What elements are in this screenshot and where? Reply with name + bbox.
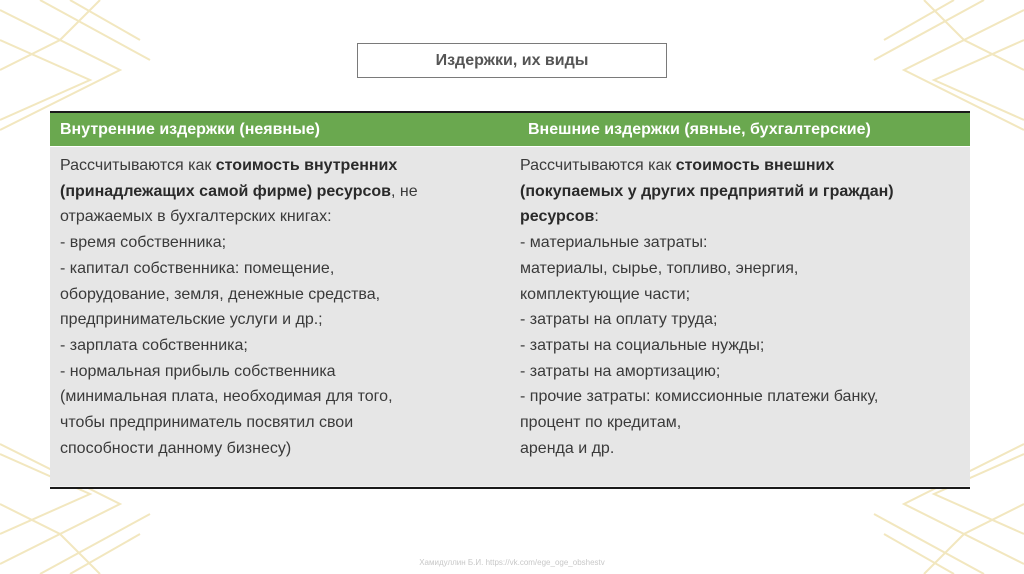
list-item: - нормальная прибыль собственника xyxy=(60,362,336,380)
text: : xyxy=(594,208,599,226)
text: , не xyxy=(390,182,418,200)
bold-text: (принадлежащих самой фирме) ресурсов xyxy=(60,182,391,200)
bold-text: стоимость внешних xyxy=(675,157,835,174)
list-item: - затраты на амортизацию; xyxy=(520,362,721,380)
list-item: - время собственника; xyxy=(60,234,227,252)
costs-table xyxy=(50,111,970,489)
header-internal-costs: Внутренние издержки (неявные) xyxy=(60,120,320,138)
footer-credit: Хамидуллин Б.И. https://vk.com/ege_oge_obshestv xyxy=(419,558,605,567)
list-item: - прочие затраты: комиссионные платежи банку, xyxy=(520,388,879,406)
text-line: предпринимательские услуги и др.; xyxy=(60,311,323,329)
list-item: - зарплата собственника; xyxy=(60,336,248,354)
text-line: способности данному бизнесу) xyxy=(60,439,292,457)
text-line: отражаемых в бухгалтерских книгах: xyxy=(60,208,332,226)
bold-text: стоимость внутренних xyxy=(215,157,398,174)
text-line: материалы, сырье, топливо, энергия, xyxy=(520,259,799,277)
text-line: чтобы предприниматель посвятил свои xyxy=(60,414,354,432)
text-line: процент по кредитам, xyxy=(520,414,682,432)
table-body-row xyxy=(50,147,970,486)
bold-text: ресурсов xyxy=(520,208,595,226)
text-line: аренда и др. xyxy=(520,439,615,457)
page-title: Издержки, их виды xyxy=(357,43,667,78)
text-line: (минимальная плата, необходимая для того, xyxy=(60,388,393,406)
list-item: - затраты на социальные нужды; xyxy=(520,336,765,354)
bold-text: (покупаемых у других предприятий и граждан) xyxy=(520,182,894,200)
list-item: - материальные затраты: xyxy=(520,234,708,252)
text-line: оборудование, земля, денежные средства, xyxy=(60,285,381,303)
internal-costs-cell xyxy=(50,147,512,486)
text: Рассчитываются как xyxy=(60,157,216,174)
header-external-costs: Внешние издержки (явные, бухгалтерские) xyxy=(528,120,871,138)
text-line: комплектующие части; xyxy=(520,285,691,303)
text: Рассчитываются как xyxy=(520,157,676,174)
list-item: - капитал собственника: помещение, xyxy=(60,259,335,277)
list-item: - затраты на оплату труда; xyxy=(520,311,718,329)
external-costs-cell xyxy=(512,147,970,486)
table-header-row xyxy=(50,113,970,147)
